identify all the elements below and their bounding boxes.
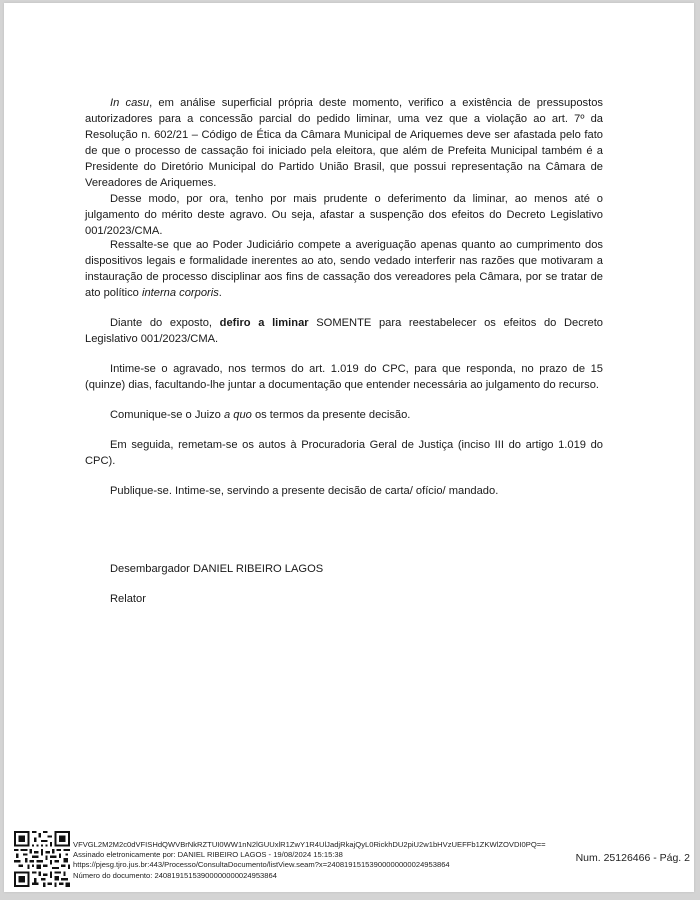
signature-metadata — [73, 840, 546, 881]
signature-name: Desembargador DANIEL RIBEIRO LAGOS — [110, 563, 324, 575]
document-number: Número do documento: 24081915153900000000024953864 — [73, 870, 277, 880]
signed-by: Assinado eletronicamente por: DANIEL RIBEIRO LAGOS - 19/08/2024 15:15:38 — [73, 850, 343, 860]
document-hash: VFVGL2M2M2c0dVFISHdQWVBrNkRZTUI0WW1nN2lGUUxlR1ZwY1R4UlJadjRkajQyL0RickhDU2piU2w1bHVzUEFFb1ZKWlZOVDI0PQ== — [73, 840, 546, 849]
paragraph-tail: SOMENTE para reestabelecer os efeitos do Decreto Legislativo 001/2023/CMA. — [85, 317, 603, 345]
italic-term: In casu — [110, 97, 150, 109]
paragraph-tail: os termos da presente decisão. — [251, 409, 411, 421]
paragraph-text: Ressalte-se que ao Poder Judiciário compete a averiguação apenas quanto ao cumprimento dos dispositivos legais e formalidade inerentes ao ato, sendo vedado interferir nas razões que motivaram a instauração de processo disciplinar aos fins de cassação dos vereadores pela Câmara, por se tratar de ato político — [85, 239, 603, 299]
paragraph-text: Desse modo, por ora, tenho por mais prudente o deferimento da liminar, ao menos até o julgamento do mérito deste agravo. Ou seja, afastar a suspenção dos efeitos do Decreto Legislativo 001/2023/CMA. — [85, 193, 603, 237]
paragraph-text: Intime-se o agravado, nos termos do art. 1.019 do CPC, para que responda, no prazo de 15 (quinze) dias, facultando-lhe juntar a documentação que entender necessária ao julgamento do recurso. — [85, 363, 603, 391]
paragraph-text: Publique-se. Intime-se, servindo a presente decisão de carta/ ofício/ mandado. — [110, 485, 499, 497]
qr-code-icon — [14, 831, 70, 887]
paragraph-tail: . — [218, 287, 222, 299]
bold-term: defiro a liminar — [219, 317, 309, 329]
paragraph-text: Em seguida, remetam-se os autos à Procuradoria Geral de Justiça (inciso III do artigo 1.019 do CPC). — [85, 439, 603, 467]
document-url[interactable]: https://pjesg.tjro.jus.br:443/Processo/ConsultaDocumento/listView.seam?x=24081915153900000000024953864 — [73, 860, 450, 870]
paragraph-text: Diante do exposto, — [110, 317, 220, 329]
italic-term: a quo — [223, 409, 252, 421]
paragraph-text: , em análise superficial própria deste momento, verifico a existência de pressupostos autorizadores para a concessão parcial do pedido liminar, uma vez que a violação ao art. 7º da Resolução n. 602/21 – Código de Ética da Câmara Municipal de Ariquemes deve ser afastada pelo fato de que o processo de cassação foi iniciado pela eleitora, que além de Prefeita Municipal também é a Presidente do Diretório Municipal do Partido União Brasil, que possui representação na Câmara de Vereadores de Ariquemes. — [85, 97, 603, 189]
signature-role: Relator — [110, 593, 146, 605]
italic-term: interna corporis — [141, 287, 219, 299]
paragraph-text: Comunique-se o Juizo — [110, 409, 224, 421]
page-number: Num. 25126466 - Pág. 2 — [575, 852, 690, 864]
